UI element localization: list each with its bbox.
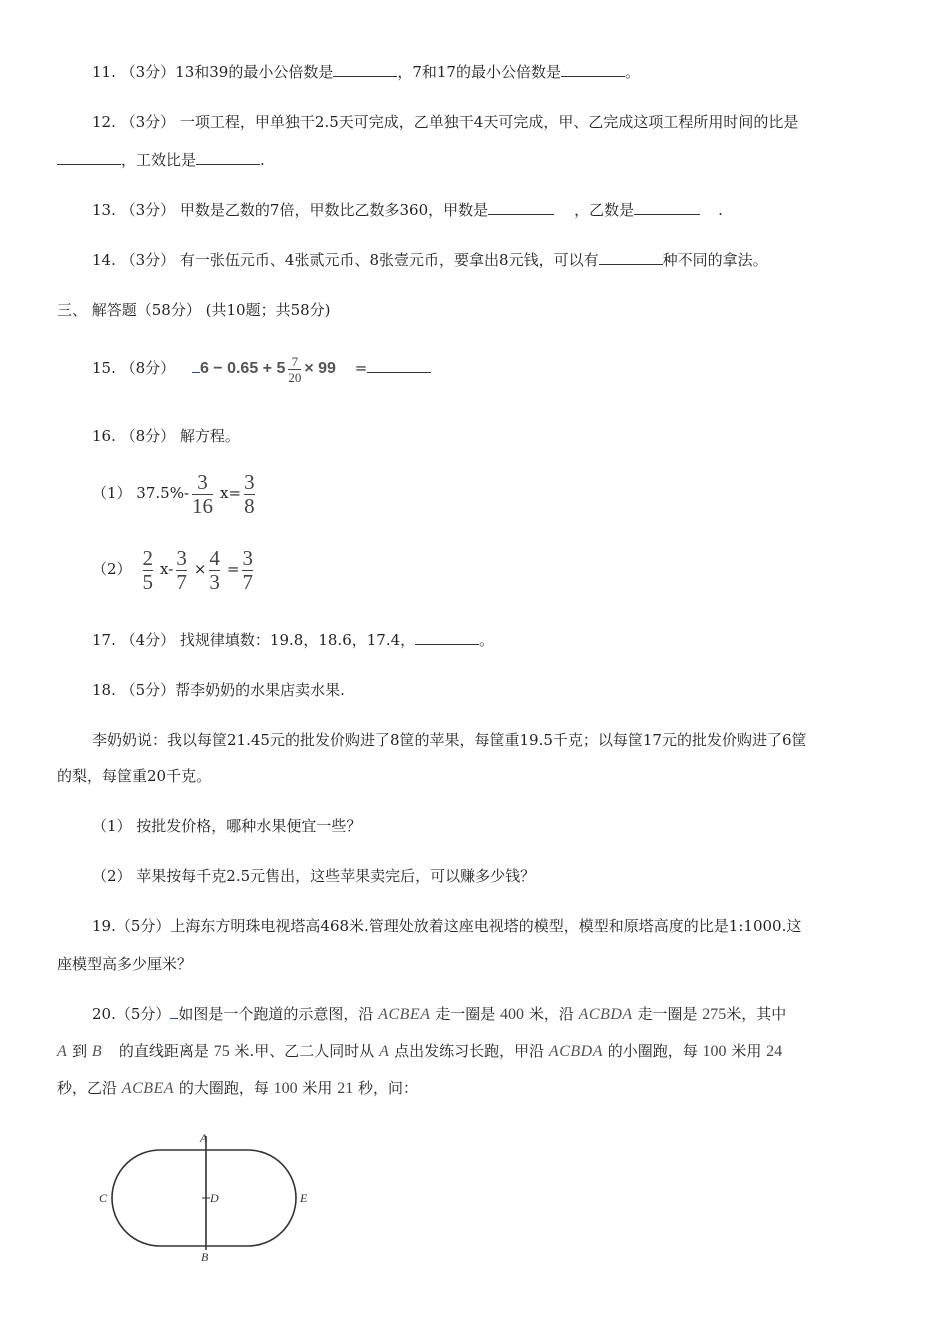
q18-sub-2: （2） 苹果按每千克2.5元售出，这些苹果卖完后，可以赚多少钱？ — [92, 867, 536, 885]
q14-blank[interactable] — [599, 250, 663, 265]
question-11 — [92, 62, 640, 82]
question-19-line-2: 座模型高多少厘米？ — [57, 955, 193, 973]
q15-fraction: $\frac{7}{20}$ — [288, 353, 302, 385]
q11-blank-1[interactable] — [333, 62, 397, 77]
q17-text-a: 17. （4分） 找规律填数：19.8，18.6，17.4， — [92, 631, 416, 649]
question-16-part-2 — [92, 544, 256, 594]
question-15 — [92, 350, 431, 386]
q13-text-a: 13. （3分） 甲数是乙数的7倍，甲数比乙数多360，甲数是 — [92, 201, 489, 219]
q16-p1-x-eq: x= — [220, 484, 242, 502]
label-d: D — [210, 1191, 219, 1205]
q16-p2-times: × — [193, 560, 207, 578]
q13-text-c: . — [718, 201, 723, 219]
label-a: A — [200, 1131, 208, 1145]
q15-expr-a: 6 − 0.65 + 5 — [199, 360, 286, 377]
q15-answer-marker — [192, 360, 200, 373]
question-13 — [92, 200, 723, 220]
q12-text-c: . — [260, 151, 265, 169]
q16-p2-frac-3: $\frac{4}{3}$ — [209, 545, 220, 594]
section-3-heading: 三、 解答题（58分） (共10题；共58分) — [57, 301, 331, 319]
q17-blank[interactable] — [415, 630, 479, 645]
q16-p2-label: （2） — [92, 560, 132, 578]
question-16-part-1 — [92, 468, 258, 518]
q11-blank-2[interactable] — [561, 62, 625, 77]
q20-path-acbea: ACBEA — [378, 1006, 431, 1023]
label-e: E — [300, 1191, 308, 1205]
label-c: C — [99, 1191, 108, 1205]
q15-label: 15. （8分） — [92, 359, 176, 377]
q15-expr-b: × 99 — [304, 360, 336, 377]
q16-p2-x-minus: x- — [160, 560, 174, 578]
q17-text-b: 。 — [479, 631, 495, 649]
q16-p1-frac-2: $\frac{3}{8}$ — [244, 469, 255, 518]
q16-p2-frac-4: $\frac{3}{7}$ — [242, 545, 253, 594]
question-14 — [92, 250, 768, 270]
q11-text-c: 。 — [624, 63, 640, 81]
question-20-line-1: 20.（5分） 如图是一个跑道的示意图，沿 ACBEA 走一圈是 400 米，沿 ACBDA 走一圈是 275米，其中 — [92, 1005, 787, 1023]
label-b: B — [201, 1250, 209, 1263]
q11-text-b: ，7和17的最小公倍数是 — [397, 63, 561, 81]
question-17 — [92, 630, 494, 650]
q12-text-a: 12. （3分） 一项工程，甲单独干2.5天可完成，乙单独干4天可完成，甲、乙完成这项工程所用时间的比是 — [92, 113, 799, 131]
q16-p2-eq: = — [226, 560, 240, 578]
q18-paragraph-line-1: 李奶奶说：我以每筐21.45元的批发价购进了8筐的苹果，每筐重19.5千克；以每筐17元的批发价购进了6筐 — [92, 731, 807, 749]
q16-p2-frac-1: $\frac{2}{5}$ — [142, 545, 154, 594]
q15-eq: = — [354, 359, 368, 377]
question-12-cont — [57, 150, 265, 170]
question-20-line-3: 秒，乙沿 ACBEA 的大圈跑，每 100 米用 21 秒，问： — [57, 1079, 419, 1097]
q15-blank[interactable] — [367, 358, 431, 373]
q14-text-b: 种不同的拿法。 — [662, 251, 768, 269]
q16-p1-frac-1: $\frac{3}{16}$ — [192, 469, 214, 518]
q20-label: 20.（5分） — [92, 1005, 171, 1023]
question-20-line-2: A 到 B 的直线距离是 75 米.甲、乙二人同时从 A 点出发练习长跑，甲沿 ACBDA 的小圈跑，每 100 米用 24 — [57, 1042, 783, 1060]
question-18: 18. （5分）帮李奶奶的水果店卖水果. — [92, 681, 345, 699]
q13-blank-2[interactable] — [634, 200, 700, 215]
track-diagram — [90, 1128, 330, 1263]
question-16: 16. （8分） 解方程。 — [92, 427, 240, 445]
q14-text-a: 14. （3分） 有一张伍元币、4张贰元币、8张壹元币，要拿出8元钱，可以有 — [92, 251, 599, 269]
q13-blank-1[interactable] — [488, 200, 554, 215]
q12-blank-1[interactable] — [57, 150, 121, 165]
q11-text-a: 11. （3分）13和39的最小公倍数是 — [92, 63, 334, 81]
q18-paragraph-line-2: 的梨，每筐重20千克。 — [57, 767, 212, 785]
q18-sub-1: （1） 按批发价格，哪种水果便宜一些？ — [92, 817, 362, 835]
q13-text-b: ，乙数是 — [574, 201, 635, 219]
question-12 — [92, 112, 798, 132]
q16-p1-label: （1） 37.5%- — [92, 484, 190, 502]
q20-path-acbda: ACBDA — [578, 1006, 633, 1023]
q12-text-b: ，工效比是 — [121, 151, 197, 169]
q12-blank-2[interactable] — [196, 150, 260, 165]
q16-p2-frac-2: $\frac{3}{7}$ — [176, 545, 187, 594]
question-19-line-1: 19.（5分）上海东方明珠电视塔高468米.管理处放着这座电视塔的模型，模型和原塔高度的比是1:1000.这 — [92, 917, 802, 935]
